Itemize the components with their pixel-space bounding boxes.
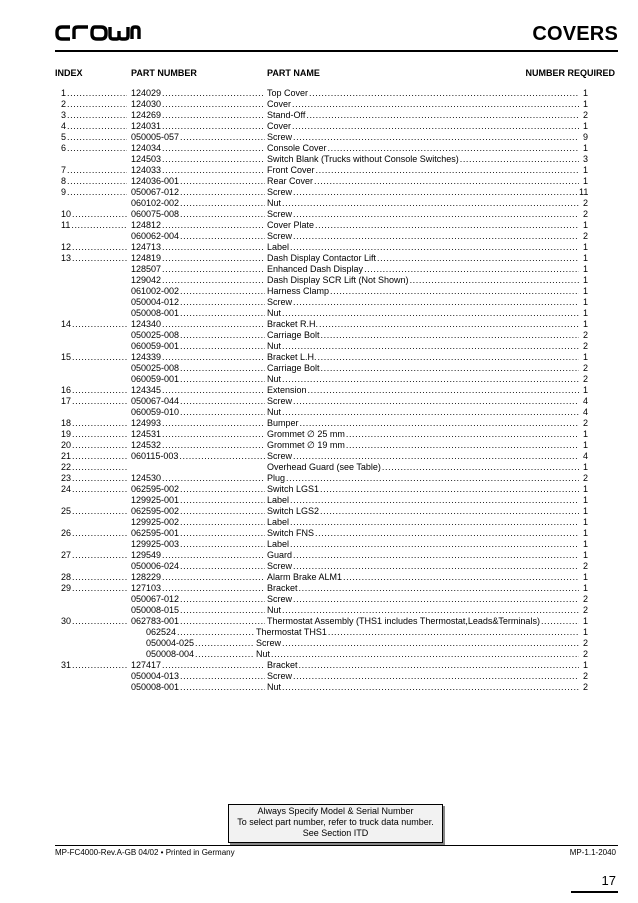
row-part-number: 062595-002 — [131, 484, 180, 494]
row-part-name: Bracket — [267, 660, 298, 670]
row-part-name: Top Cover — [267, 88, 309, 98]
row-quantity: 1 — [582, 264, 588, 274]
row-quantity: 2 — [582, 330, 588, 340]
row-quantity: 2 — [582, 594, 588, 604]
column-header-index: INDEX — [55, 68, 83, 78]
row-quantity: 1 — [582, 616, 588, 626]
row-index: 15 — [61, 352, 72, 362]
row-quantity: 4 — [582, 396, 588, 406]
table-row — [0, 275, 638, 286]
row-index — [61, 627, 62, 637]
table-row — [0, 385, 638, 396]
row-part-number: 060102-002 — [131, 198, 180, 208]
row-part-name: Guard — [267, 550, 293, 560]
row-part-name: Switch Blank (Trucks without Console Switches) — [267, 154, 459, 164]
row-part-name: Cover Plate — [267, 220, 315, 230]
row-part-name: Nut — [267, 308, 282, 318]
table-row — [0, 330, 638, 341]
row-part-name: Bracket — [267, 583, 298, 593]
row-part-name: Thermostat Assembly (THS1 includes Thermostat,Leads&Terminals) — [267, 616, 540, 626]
row-part-name: Cover — [267, 99, 292, 109]
table-row — [0, 572, 638, 583]
table-row — [0, 209, 638, 220]
row-part-number: 124269 — [131, 110, 162, 120]
row-quantity: 1 — [582, 88, 588, 98]
row-index — [61, 407, 62, 417]
row-part-name: Screw — [256, 638, 282, 648]
row-index: 26 — [61, 528, 72, 538]
row-part-number: 050008-001 — [131, 682, 180, 692]
table-row — [0, 121, 638, 132]
table-row — [0, 418, 638, 429]
row-part-number: 124031 — [131, 121, 162, 131]
row-quantity: 1 — [582, 484, 588, 494]
row-part-name: Label — [267, 517, 290, 527]
row-index — [61, 649, 62, 659]
row-part-number: 127417 — [131, 660, 162, 670]
row-index: 21 — [61, 451, 72, 461]
table-row — [0, 451, 638, 462]
table-row — [0, 528, 638, 539]
row-index — [61, 682, 62, 692]
table-row — [0, 198, 638, 209]
row-part-name: Alarm Brake ALM1 — [267, 572, 343, 582]
row-quantity: 1 — [582, 539, 588, 549]
row-part-name: Label — [267, 242, 290, 252]
table-row — [0, 110, 638, 121]
row-index: 2 — [61, 99, 67, 109]
row-quantity: 1 — [582, 297, 588, 307]
row-quantity: 1 — [582, 517, 588, 527]
row-part-number: 062524 — [146, 627, 177, 637]
row-quantity: 2 — [582, 473, 588, 483]
row-quantity: 1 — [582, 275, 588, 285]
page-header — [55, 22, 618, 50]
row-index: 6 — [61, 143, 67, 153]
row-part-name: Carriage Bolt — [267, 363, 320, 373]
row-part-number: 061002-002 — [131, 286, 180, 296]
row-quantity: 2 — [582, 231, 588, 241]
row-quantity: 1 — [582, 143, 588, 153]
row-quantity: 2 — [582, 209, 588, 219]
table-row — [0, 462, 638, 473]
row-part-number: 050008-001 — [131, 308, 180, 318]
row-index: 8 — [61, 176, 67, 186]
row-part-number: 060059-010 — [131, 407, 180, 417]
row-part-name: Front Cover — [267, 165, 315, 175]
column-header-part-name: PART NAME — [267, 68, 320, 78]
row-part-number: 129925-001 — [131, 495, 180, 505]
table-row — [0, 594, 638, 605]
table-row — [0, 363, 638, 374]
notice-line-2: To select part number, refer to truck data number. — [237, 817, 434, 827]
table-row — [0, 308, 638, 319]
row-quantity: 2 — [582, 682, 588, 692]
row-index: 1 — [61, 88, 67, 98]
row-part-number: 124530 — [131, 473, 162, 483]
table-row — [0, 495, 638, 506]
row-quantity: 2 — [582, 374, 588, 384]
row-part-name: Screw — [267, 231, 293, 241]
crown-logo — [55, 22, 141, 44]
row-quantity: 9 — [582, 132, 588, 142]
row-part-name: Thermostat THS1 — [256, 627, 327, 637]
row-index — [61, 517, 62, 527]
row-part-name: Cover — [267, 121, 292, 131]
row-part-number: 060075-008 — [131, 209, 180, 219]
row-part-number: 050067-012 — [131, 594, 180, 604]
notice-box — [228, 804, 443, 843]
row-quantity: 1 — [582, 572, 588, 582]
table-row — [0, 286, 638, 297]
row-index — [61, 275, 62, 285]
row-index — [61, 363, 62, 373]
row-part-number: 124503 — [131, 154, 162, 164]
row-part-name: Overhead Guard (see Table) — [267, 462, 381, 472]
row-index: 16 — [61, 385, 72, 395]
table-row — [0, 99, 638, 110]
row-index — [61, 308, 62, 318]
row-part-name: Switch LGS2 — [267, 506, 320, 516]
row-index: 23 — [61, 473, 72, 483]
table-row — [0, 682, 638, 693]
row-part-number: 124340 — [131, 319, 162, 329]
row-quantity: 2 — [582, 649, 588, 659]
row-part-name: Bracket L.H. — [267, 352, 317, 362]
table-row — [0, 396, 638, 407]
table-row — [0, 484, 638, 495]
row-quantity: 2 — [582, 671, 588, 681]
row-quantity: 2 — [582, 198, 588, 208]
table-row — [0, 143, 638, 154]
row-index: 13 — [61, 253, 72, 263]
row-quantity: 2 — [582, 561, 588, 571]
row-index — [61, 671, 62, 681]
notice-line-3: See Section ITD — [302, 828, 369, 838]
row-index: 31 — [61, 660, 72, 670]
row-part-number: 128507 — [131, 264, 162, 274]
row-quantity: 1 — [582, 121, 588, 131]
row-index — [61, 638, 62, 648]
row-index: 28 — [61, 572, 72, 582]
table-row — [0, 374, 638, 385]
row-part-number: 060059-001 — [131, 374, 180, 384]
row-quantity: 1 — [582, 550, 588, 560]
row-index — [61, 594, 62, 604]
row-quantity: 2 — [582, 363, 588, 373]
row-index: 11 — [61, 220, 71, 230]
row-part-number: 062595-002 — [131, 506, 180, 516]
table-row — [0, 341, 638, 352]
row-quantity: 2 — [582, 110, 588, 120]
row-part-number: 124034 — [131, 143, 162, 153]
row-quantity: 1 — [582, 176, 588, 186]
row-part-name: Rear Cover — [267, 176, 314, 186]
row-part-number: 050006-024 — [131, 561, 180, 571]
table-row — [0, 660, 638, 671]
row-index: 12 — [61, 242, 72, 252]
row-part-number: 060115-003 — [131, 451, 179, 461]
row-index — [61, 561, 62, 571]
row-part-number: 124819 — [131, 253, 162, 263]
table-row — [0, 671, 638, 682]
row-part-number: 050067-012 — [131, 187, 180, 197]
table-row — [0, 429, 638, 440]
footer-rule — [55, 845, 618, 846]
row-index: 17 — [61, 396, 72, 406]
row-part-name: Nut — [267, 198, 282, 208]
row-part-name: Extension — [267, 385, 307, 395]
row-part-name: Screw — [267, 187, 293, 197]
row-index — [61, 374, 62, 384]
row-quantity: 1 — [582, 506, 588, 516]
row-part-name: Bracket R.H. — [267, 319, 319, 329]
row-part-number: 124713 — [131, 242, 162, 252]
parts-list — [0, 88, 638, 693]
row-part-number: 060062-004 — [131, 231, 180, 241]
row-quantity: 11 — [579, 187, 589, 197]
row-index: 3 — [61, 110, 67, 120]
row-part-name: Screw — [267, 451, 293, 461]
row-index — [61, 231, 62, 241]
table-row — [0, 638, 638, 649]
row-index: 10 — [61, 209, 72, 219]
row-quantity: 1 — [582, 462, 588, 472]
row-part-name: Switch FNS — [267, 528, 315, 538]
row-part-name: Screw — [267, 297, 293, 307]
row-part-number: 124339 — [131, 352, 162, 362]
table-row — [0, 561, 638, 572]
row-part-name: Screw — [267, 594, 293, 604]
row-part-name: Screw — [267, 396, 293, 406]
row-index: 27 — [61, 550, 72, 560]
table-row — [0, 583, 638, 594]
row-part-name: Dash Display Contactor Lift — [267, 253, 377, 263]
row-part-number: 062783-001 — [131, 616, 180, 626]
table-row — [0, 132, 638, 143]
row-quantity: 2 — [582, 418, 588, 428]
table-row — [0, 616, 638, 627]
table-row — [0, 253, 638, 264]
row-part-name: Label — [267, 539, 290, 549]
row-index: 7 — [61, 165, 67, 175]
table-row — [0, 407, 638, 418]
row-part-number: 124033 — [131, 165, 162, 175]
table-row — [0, 539, 638, 550]
row-quantity: 1 — [582, 220, 588, 230]
table-row — [0, 605, 638, 616]
row-part-name: Console Cover — [267, 143, 327, 153]
row-index: 29 — [61, 583, 72, 593]
table-row — [0, 352, 638, 363]
row-part-name: Nut — [267, 682, 282, 692]
row-part-name: Screw — [267, 132, 293, 142]
row-index — [61, 539, 62, 549]
row-part-number: 124030 — [131, 99, 162, 109]
row-quantity: 2 — [582, 605, 588, 615]
row-part-name: Switch LGS1 — [267, 484, 320, 494]
row-index: 30 — [61, 616, 72, 626]
table-row — [0, 242, 638, 253]
table-row — [0, 473, 638, 484]
table-row — [0, 165, 638, 176]
row-quantity: 3 — [582, 154, 588, 164]
row-part-number: 129925-002 — [131, 517, 180, 527]
row-part-number: 128229 — [131, 572, 162, 582]
table-row — [0, 649, 638, 660]
row-part-number: 124993 — [131, 418, 162, 428]
row-index — [61, 605, 62, 615]
row-part-number: 129549 — [131, 550, 162, 560]
row-part-name: Label — [267, 495, 290, 505]
row-quantity: 1 — [582, 583, 588, 593]
table-row — [0, 154, 638, 165]
column-headers — [55, 68, 618, 82]
row-part-number: 050004-012 — [131, 297, 180, 307]
footer-section-id: MP-1.1-2040 — [569, 848, 616, 857]
row-part-number: 050004-013 — [131, 671, 180, 681]
row-index — [61, 154, 62, 164]
row-part-number: 050005-057 — [131, 132, 180, 142]
row-part-name: Nut — [267, 374, 282, 384]
row-part-name: Dash Display SCR Lift (Not Shown) — [267, 275, 409, 285]
row-quantity: 1 — [582, 429, 588, 439]
footer-document-id: MP-FC4000-Rev.A-GB 04/02 • Printed in Germany — [55, 848, 235, 857]
page-title: COVERS — [532, 23, 618, 45]
row-part-number: 127103 — [131, 583, 162, 593]
row-part-name: Nut — [267, 341, 282, 351]
row-index: 9 — [61, 187, 67, 197]
table-row — [0, 319, 638, 330]
header-rule — [55, 50, 618, 52]
row-part-name: Grommet ∅ 19 mm — [267, 440, 345, 450]
page-number-rule — [571, 891, 618, 893]
row-quantity: 1 — [582, 165, 588, 175]
table-row — [0, 220, 638, 231]
row-quantity: 1 — [582, 308, 588, 318]
row-quantity: 1 — [582, 627, 588, 637]
row-part-number: 050004-025 — [146, 638, 195, 648]
row-index — [61, 341, 62, 351]
table-row — [0, 550, 638, 561]
row-quantity: 4 — [582, 407, 588, 417]
row-part-number: 060059-001 — [131, 341, 180, 351]
row-index — [61, 264, 62, 274]
row-part-number: 062595-001 — [131, 528, 180, 538]
row-quantity: 2 — [582, 638, 588, 648]
row-part-number — [131, 462, 132, 472]
column-header-part-number: PART NUMBER — [131, 68, 197, 78]
row-part-number: 129925-003 — [131, 539, 180, 549]
row-quantity: 1 — [582, 319, 588, 329]
row-index: 20 — [61, 440, 72, 450]
row-index: 4 — [61, 121, 67, 131]
row-quantity: 1 — [582, 495, 588, 505]
table-row — [0, 440, 638, 451]
row-part-number: 050025-008 — [131, 330, 180, 340]
row-part-name: Nut — [267, 407, 282, 417]
row-part-name: Harness Clamp — [267, 286, 330, 296]
row-part-number: 124345 — [131, 385, 162, 395]
row-quantity: 1 — [582, 99, 588, 109]
row-part-number: 129042 — [131, 275, 162, 285]
row-index: 14 — [61, 319, 72, 329]
row-quantity: 1 — [582, 440, 588, 450]
row-quantity: 2 — [582, 341, 588, 351]
row-part-number: 050067-044 — [131, 396, 180, 406]
row-quantity: 1 — [582, 352, 588, 362]
row-index — [61, 330, 62, 340]
row-part-name: Screw — [267, 671, 293, 681]
row-part-name: Nut — [267, 605, 282, 615]
row-part-name: Grommet ∅ 25 mm — [267, 429, 345, 439]
row-part-name: Enhanced Dash Display — [267, 264, 364, 274]
row-quantity: 1 — [582, 660, 588, 670]
table-row — [0, 264, 638, 275]
row-part-name: Plug — [267, 473, 286, 483]
table-row — [0, 297, 638, 308]
column-header-number-required: NUMBER REQUIRED — [525, 68, 615, 78]
row-part-number: 124531 — [131, 429, 162, 439]
row-index: 18 — [61, 418, 72, 428]
row-quantity: 1 — [582, 528, 588, 538]
table-row — [0, 627, 638, 638]
table-row — [0, 88, 638, 99]
table-row — [0, 506, 638, 517]
row-index — [61, 286, 62, 296]
row-index: 25 — [61, 506, 72, 516]
row-index: 24 — [61, 484, 72, 494]
row-index — [61, 495, 62, 505]
notice-line-1: Always Specify Model & Serial Number — [257, 806, 414, 816]
row-quantity: 1 — [582, 286, 588, 296]
table-row — [0, 176, 638, 187]
row-part-number: 124812 — [131, 220, 162, 230]
row-part-name: Nut — [256, 649, 271, 659]
row-part-number: 050008-015 — [131, 605, 180, 615]
row-index: 19 — [61, 429, 72, 439]
row-part-number: 050025-008 — [131, 363, 180, 373]
row-quantity: 1 — [582, 253, 588, 263]
row-index — [61, 297, 62, 307]
row-quantity: 1 — [582, 385, 588, 395]
row-quantity: 4 — [582, 451, 588, 461]
row-index: 5 — [61, 132, 67, 142]
row-part-name: Carriage Bolt — [267, 330, 320, 340]
row-part-number: 050008-004 — [146, 649, 195, 659]
row-part-name: Stand-Off — [267, 110, 306, 120]
page-number: 17 — [601, 873, 616, 888]
row-part-number: 124036-001 — [131, 176, 180, 186]
row-part-name: Screw — [267, 561, 293, 571]
row-quantity: 1 — [582, 242, 588, 252]
row-part-name: Screw — [267, 209, 293, 219]
row-index: 22 — [61, 462, 72, 472]
row-part-number: 124029 — [131, 88, 162, 98]
row-index — [61, 198, 62, 208]
row-part-name: Bumper — [267, 418, 299, 428]
table-row — [0, 517, 638, 528]
table-row — [0, 187, 638, 198]
row-part-number: 124532 — [131, 440, 162, 450]
table-row — [0, 231, 638, 242]
